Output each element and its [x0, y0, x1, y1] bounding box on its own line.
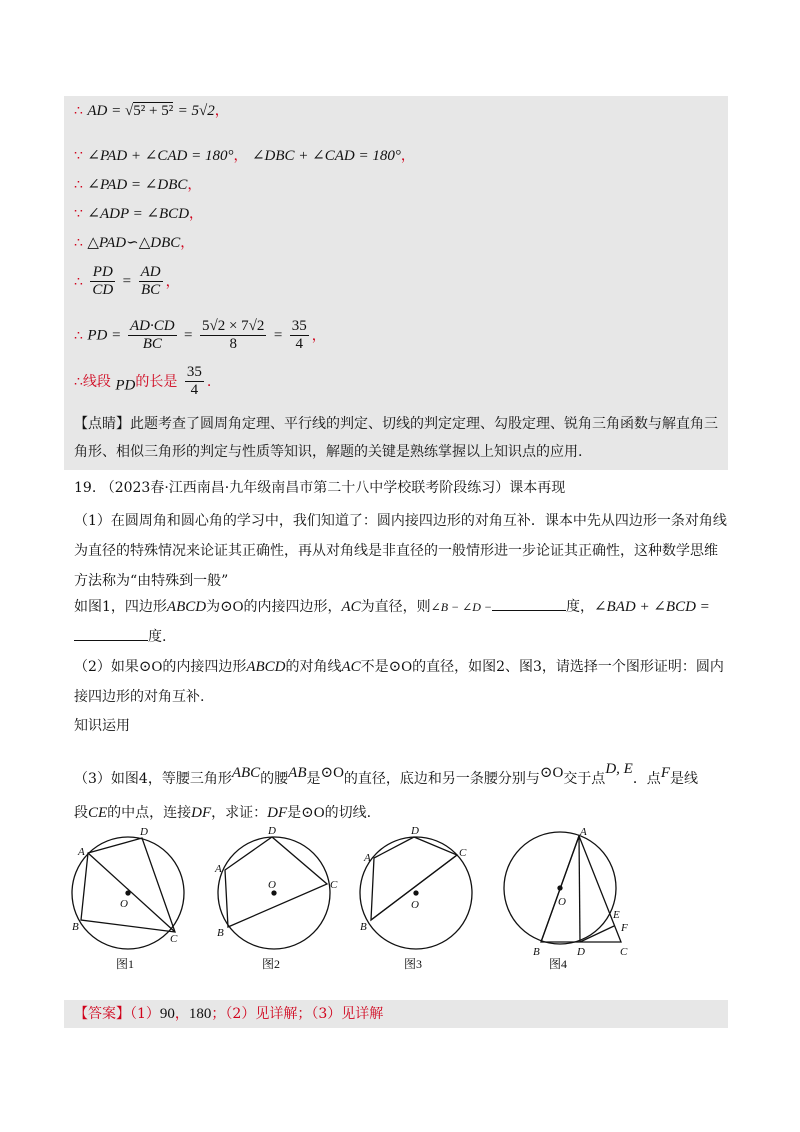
- answer-line: 【答案】（1）90，180；（2）见详解；（3）见详解: [74, 1006, 384, 1022]
- label-o-f2: O: [268, 879, 276, 891]
- therefore-symbol: ∴: [74, 103, 83, 119]
- q19-part3: （3）如图4，等腰三角形ABC的腰AB是⊙O的直径，底边和另一条腰分别与⊙O交于点D, E．点F是线 段CE的中点，连接DF，求证：DF是⊙O的切线.: [74, 761, 698, 821]
- step-ratio: ∴ $\frac{PD}{CD}$ = $\frac{AD}{BC}$ ，: [74, 264, 180, 299]
- step-similar: ∴ △PAD∽△DBC，: [74, 235, 195, 251]
- segment-df-f4: [580, 926, 614, 942]
- step-ad-length: ∴ AD = √5² + 5² = 5√2，: [74, 103, 229, 119]
- figure-3: [360, 837, 472, 949]
- label-a-f2: A: [215, 863, 222, 875]
- center-dot-f1: [126, 891, 130, 895]
- label-o-f3: O: [411, 899, 419, 911]
- q19-part1-fill: 如图1，四边形ABCD为⊙O的内接四边形，AC为直径，则∠B − ∠D − 度，∠BAD + ∠BCD = 度.: [74, 592, 730, 652]
- step-pad-dbc: ∴ ∠PAD = ∠DBC，: [74, 177, 202, 193]
- step-angle-sum: ∵ ∠PAD + ∠CAD = 180°， ∠DBC + ∠CAD = 180°，: [74, 148, 415, 164]
- step-conclusion: ∴线段 PD的长是 $\frac{35}{4}$ .: [74, 364, 212, 399]
- label-d-f3: D: [411, 825, 419, 837]
- label-e-f4: E: [613, 909, 620, 921]
- caption-f4: 图4: [549, 957, 568, 971]
- because-symbol: ∵: [74, 148, 83, 164]
- triangle-abc-f4: [541, 836, 621, 942]
- center-dot-f4: [558, 886, 562, 890]
- figure-2: [218, 837, 330, 949]
- dianjing-label: 【点睛】: [74, 416, 130, 432]
- step-pd-calc: ∴ PD = $\frac{AD\cdot CD}{BC}$ = $\frac{5√2 \times 7√2}{8}$ = $\frac{35}{4}$ ，: [74, 318, 326, 353]
- label-d-f4: D: [577, 946, 585, 958]
- dianjing-note: 【点睛】此题考查了圆周角定理、平行线的判定、切线的判定定理、勾股定理、锐角三角函数与解直角三角形、相似三角形的判定与性质等知识，解题的关键是熟练掌握以上知识点的应用.: [74, 416, 718, 460]
- step-adp-bcd: ∵ ∠ADP = ∠BCD，: [74, 206, 204, 222]
- knowledge-application: 知识运用: [74, 718, 130, 734]
- label-a-f3: A: [364, 852, 371, 864]
- label-o-f4: O: [558, 896, 566, 908]
- label-b-f4: B: [533, 946, 540, 958]
- label-a-f4: A: [580, 826, 587, 838]
- center-dot-f2: [272, 891, 276, 895]
- caption-f3: 图3: [404, 957, 423, 971]
- label-d-f2: D: [268, 825, 276, 837]
- label-c-f4: C: [620, 946, 628, 958]
- label-b-f2: B: [217, 927, 224, 939]
- caption-f2: 图2: [262, 957, 281, 971]
- label-c-f3: C: [459, 847, 467, 859]
- label-a-f1: A: [78, 846, 85, 858]
- quad-f2: [225, 837, 327, 927]
- quad-f1: [81, 838, 175, 932]
- label-o-f1: O: [120, 898, 128, 910]
- figure-4: [504, 832, 621, 944]
- figure-1: [72, 837, 184, 949]
- q19-part1: （1）在圆周角和圆心角的学习中，我们知道了：圆内接四边形的对角互补．课本中先从四边形一条对角线为直径的特殊情况来论证其正确性，再从对角线是非直径的一般情形进一步论证其正确性，这种数学思维方法称为“由特殊到一般”: [74, 513, 727, 589]
- label-c-f1: C: [170, 933, 178, 945]
- caption-f1: 图1: [116, 957, 135, 971]
- label-b-f1: B: [72, 921, 79, 933]
- label-b-f3: B: [360, 921, 367, 933]
- label-f-f4: F: [621, 922, 628, 934]
- label-d-f1: D: [140, 826, 148, 838]
- answer-label: 【答案】: [74, 1006, 130, 1022]
- label-c-f2: C: [330, 879, 338, 891]
- segment-ad-f4: [579, 836, 580, 942]
- diameter-ac-f1: [88, 853, 175, 932]
- q19-part2: （2）如果⊙O的内接四边形ABCD的对角线AC不是⊙O的直径，如图2、图3，请选择一个图形证明：圆内接四边形的对角互补.: [74, 659, 724, 705]
- question-19-header: 19. （2023春·江西南昌·九年级南昌市第二十八中学校联考阶段练习）课本再现: [74, 480, 566, 496]
- center-dot-f3: [414, 891, 418, 895]
